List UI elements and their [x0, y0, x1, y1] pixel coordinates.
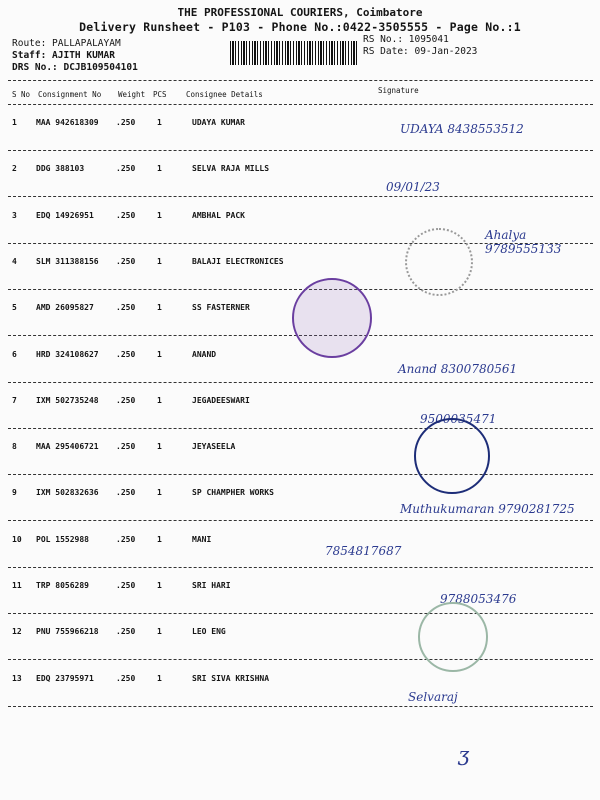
row-sno: 12 [12, 627, 22, 636]
row-sno: 3 [12, 211, 17, 220]
row-consignment-no: IXM 502735248 [36, 396, 99, 405]
row-consignee: SS FASTERNER [192, 303, 250, 312]
row-sno: 5 [12, 303, 17, 312]
row-pcs: 1 [157, 581, 162, 590]
row-divider [8, 196, 593, 197]
green-stamp [418, 602, 488, 672]
row-sno: 10 [12, 535, 22, 544]
runsheet-title: Delivery Runsheet - P103 - Phone No.:0422-3505555 - Page No.:1 [79, 20, 521, 34]
row-weight: .250 [116, 674, 136, 683]
row-consignee: SELVA RAJA MILLS [192, 164, 270, 173]
rs-number: RS No.: 1095041 [363, 34, 449, 45]
row-divider [8, 150, 593, 151]
row-consignment-no: EDQ 14926951 [36, 211, 94, 220]
row-divider [8, 659, 593, 660]
company-stamp [292, 278, 372, 358]
row-weight: .250 [116, 303, 136, 312]
row-divider [8, 428, 593, 429]
row-pcs: 1 [157, 396, 162, 405]
row-consignment-no: HRD 324108627 [36, 350, 99, 359]
row-sno: 7 [12, 396, 17, 405]
row-sno: 13 [12, 674, 22, 683]
row-divider [8, 520, 593, 521]
row-signature: Ahalya 9789555133 [485, 228, 562, 256]
row-pcs: 1 [157, 442, 162, 451]
row-consignee: LEO ENG [192, 627, 226, 636]
row-weight: .250 [116, 164, 136, 173]
row-divider [8, 243, 593, 244]
row-pcs: 1 [157, 627, 162, 636]
row-consignment-no: POL 1552988 [36, 535, 89, 544]
route-label: Route: PALLAPALAYAM [12, 38, 121, 49]
row-consignment-no: IXM 502832636 [36, 488, 99, 497]
row-consignee: BALAJI ELECTRONICES [192, 257, 284, 266]
row-weight: .250 [116, 442, 136, 451]
header-divider [8, 80, 593, 81]
row-pcs: 1 [157, 674, 162, 683]
page-initial: ʒ [458, 742, 470, 766]
staff-label: Staff: AJITH KUMAR [12, 50, 115, 61]
row-weight: .250 [116, 118, 136, 127]
row-weight: .250 [116, 627, 136, 636]
row-consignee: ANAND [192, 350, 217, 359]
row-consignee: JEYASEELA [192, 442, 236, 451]
row-consignment-no: SLM 311388156 [36, 257, 99, 266]
row-divider [8, 289, 593, 290]
row-consignee: UDAYA KUMAR [192, 118, 245, 127]
row-pcs: 1 [157, 257, 162, 266]
barcode [230, 41, 358, 65]
row-consignment-no: DDG 388103 [36, 164, 85, 173]
row-sno: 6 [12, 350, 17, 359]
row-consignment-no: TRP 8056289 [36, 581, 89, 590]
row-signature: 7854817687 [325, 544, 402, 558]
row-consignment-no: MAA 295406721 [36, 442, 99, 451]
company-title: THE PROFESSIONAL COURIERS, Coimbatore [177, 6, 423, 19]
row-pcs: 1 [157, 164, 162, 173]
col-consignee: Consignee Details [186, 90, 263, 99]
round-seal-stamp [414, 418, 490, 494]
row-sno: 2 [12, 164, 17, 173]
row-signature: Anand 8300780561 [398, 362, 518, 376]
row-sno: 1 [12, 118, 17, 127]
col-consignment: Consignment No [38, 90, 102, 99]
row-consignee: AMBHAL PACK [192, 211, 245, 220]
col-pcs: PCS [153, 90, 167, 99]
row-signature: Muthukumaran 9790281725 [400, 502, 575, 516]
col-sno: S No [12, 90, 31, 99]
row-weight: .250 [116, 350, 136, 359]
row-sno: 8 [12, 442, 17, 451]
row-weight: .250 [116, 211, 136, 220]
row-signature: UDAYA 8438553512 [400, 122, 524, 136]
row-pcs: 1 [157, 211, 162, 220]
rs-date: RS Date: 09-Jan-2023 [363, 46, 478, 57]
faint-stamp [405, 228, 473, 296]
row-weight: .250 [116, 535, 136, 544]
row-pcs: 1 [157, 303, 162, 312]
row-pcs: 1 [157, 118, 162, 127]
row-sno: 11 [12, 581, 22, 590]
row-sno: 4 [12, 257, 17, 266]
row-weight: .250 [116, 581, 136, 590]
drs-number: DRS No.: DCJB109504101 [12, 62, 138, 73]
row-divider [8, 474, 593, 475]
row-pcs: 1 [157, 535, 162, 544]
row-consignment-no: PNU 755966218 [36, 627, 99, 636]
row-divider [8, 567, 593, 568]
row-pcs: 1 [157, 488, 162, 497]
row-consignee: MANI [192, 535, 212, 544]
row-consignee: SRI HARI [192, 581, 231, 590]
row-consignment-no: AMD 26095827 [36, 303, 94, 312]
row-consignment-no: MAA 942618309 [36, 118, 99, 127]
row-weight: .250 [116, 257, 136, 266]
row-consignee: SRI SIVA KRISHNA [192, 674, 270, 683]
column-divider [8, 104, 593, 105]
row-consignment-no: EDQ 23795971 [36, 674, 94, 683]
col-signature: Signature [378, 86, 419, 95]
row-sno: 9 [12, 488, 17, 497]
col-weight: Weight [118, 90, 146, 99]
row-signature: 9788053476 [440, 592, 517, 606]
row-signature: Selvaraj [408, 690, 458, 704]
row-pcs: 1 [157, 350, 162, 359]
row-divider [8, 382, 593, 383]
row-signature: 9500035471 [420, 412, 497, 426]
row-consignee: JEGADEESWARI [192, 396, 250, 405]
row-divider [8, 613, 593, 614]
row-weight: .250 [116, 396, 136, 405]
row-divider [8, 706, 593, 707]
row-consignee: SP CHAMPHER WORKS [192, 488, 274, 497]
row-signature: 09/01/23 [386, 180, 440, 194]
row-weight: .250 [116, 488, 136, 497]
